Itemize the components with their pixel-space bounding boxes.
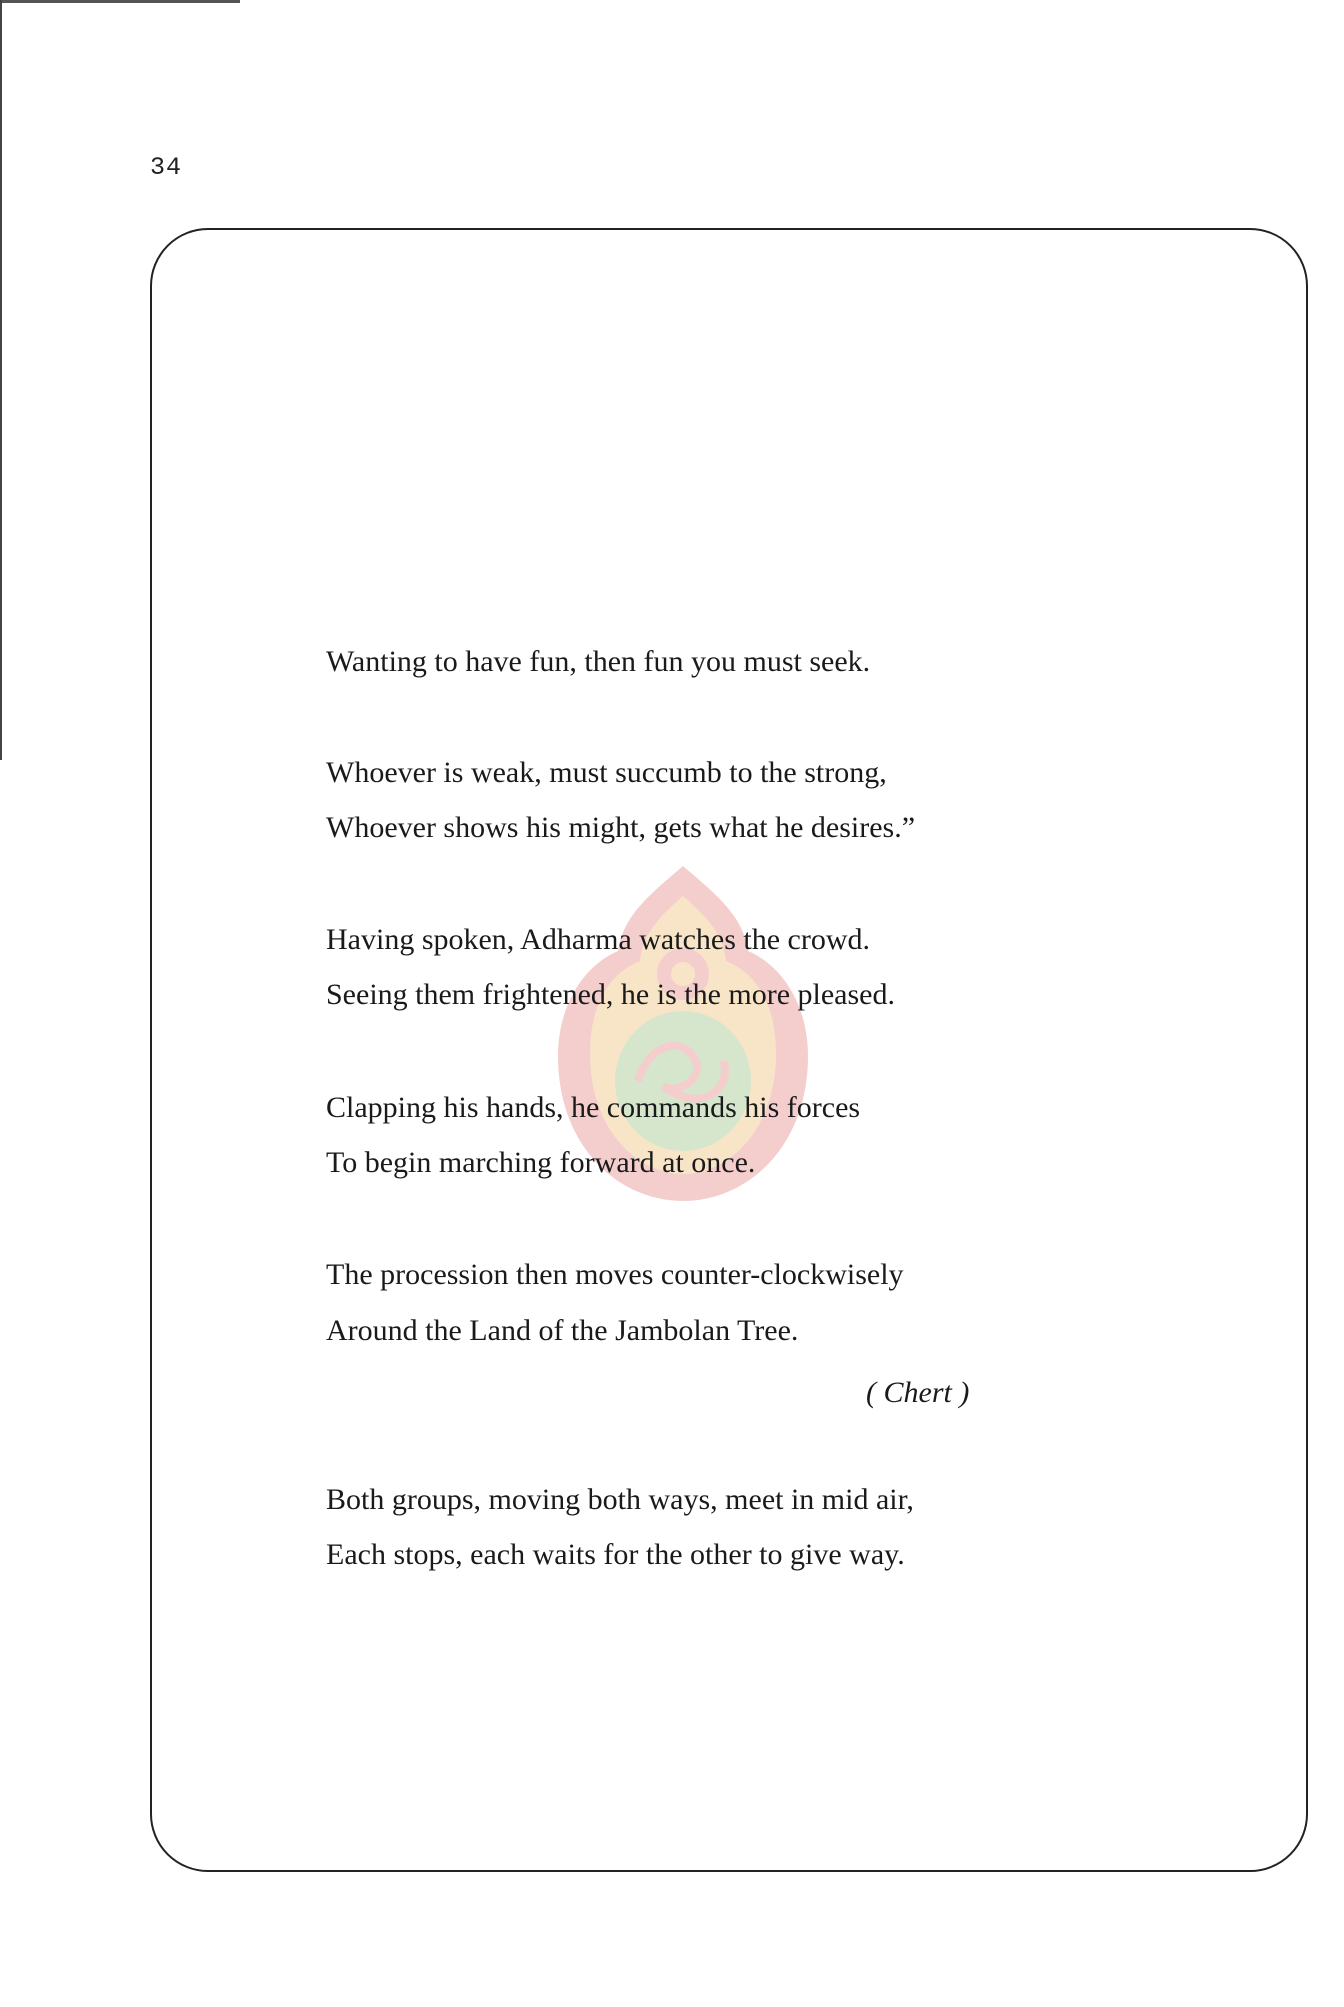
- verse-line: Wanting to have fun, then fun you must seek.: [326, 645, 871, 678]
- verse-line: To begin marching forward at once.: [326, 1146, 756, 1179]
- page-number: 34: [150, 153, 183, 182]
- verse-line: The procession then moves counter-clockwisely: [326, 1258, 904, 1291]
- scan-edge-top: [0, 0, 240, 3]
- verse-line: Seeing them frightened, he is the more pleased.: [326, 978, 895, 1011]
- verse-line: Having spoken, Adharma watches the crowd.: [326, 923, 871, 956]
- verse-line: Around the Land of the Jambolan Tree.: [326, 1314, 799, 1347]
- verse-line: Clapping his hands, he commands his forces: [326, 1091, 861, 1124]
- verse-line: Each stops, each waits for the other to give way.: [326, 1538, 905, 1571]
- scan-edge-left: [0, 0, 2, 760]
- verse-line: Whoever is weak, must succumb to the strong,: [326, 756, 887, 789]
- text-frame: [150, 228, 1308, 1872]
- verse-line: Whoever shows his might, gets what he desires.”: [326, 811, 916, 844]
- verse-line: Both groups, moving both ways, meet in mid air,: [326, 1483, 914, 1516]
- attribution: ( Chert ): [866, 1376, 970, 1409]
